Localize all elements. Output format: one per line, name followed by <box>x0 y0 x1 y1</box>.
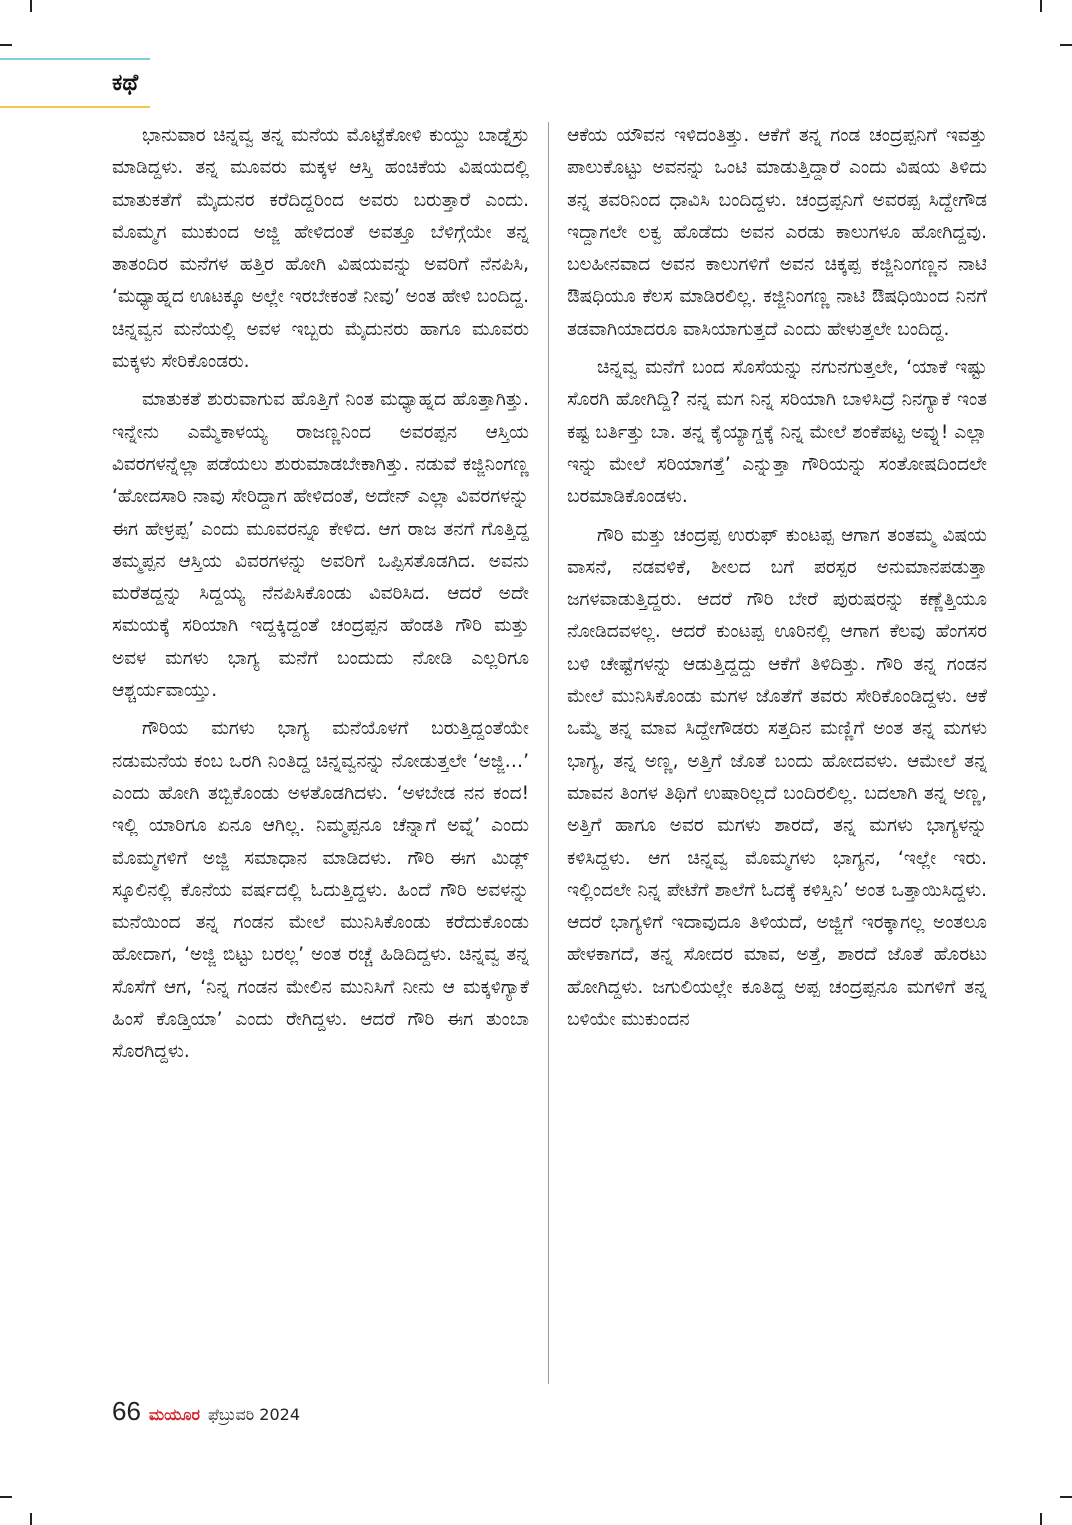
page-footer <box>112 1396 300 1432</box>
paragraph: ಭಾನುವಾರ ಚಿನ್ನವ್ವ ತನ್ನ ಮನೆಯ ಮೊಟ್ಟೆಕೋಳಿ ಕುಯ್ದು ಬಾಡ್ನೆಸ್ರು ಮಾಡಿದ್ದಳು. ತನ್ನ ಮೂವರು ಮಕ್ಕಳ ಆಸ್ತಿ ಹಂಚಿಕೆಯ ವಿಷಯದಲ್ಲಿ ಮಾತುಕತೆಗೆ ಮೈದುನರ ಕರೆದಿದ್ದರಿಂದ ಅವರು ಬರುತ್ತಾರೆ ಎಂದು. ಮೊಮ್ಮಗ ಮುಕುಂದ ಅಜ್ಜಿ ಹೇಳಿದಂತೆ ಅವತ್ತೂ ಬೆಳಿಗ್ಗೆಯೇ ತನ್ನ ತಾತಂದಿರ ಮನೆಗಳ ಹತ್ತಿರ ಹೋಗಿ ವಿಷಯವನ್ನು ಅವರಿಗೆ ನೆನಪಿಸಿ, ‘ಮಧ್ಯಾಹ್ನದ ಊಟಕ್ಕೂ ಅಲ್ಲೇ ಇರಬೇಕಂತೆ ನೀವು’ ಅಂತ ಹೇಳಿ ಬಂದಿದ್ದ. ಚಿನ್ನವ್ವನ ಮನೆಯಲ್ಲಿ ಅವಳ ಇಬ್ಬರು ಮೈದುನರು ಹಾಗೂ ಮೂವರು ಮಕ್ಕಳು ಸೇರಿಕೊಂಡರು. <box>112 125 529 373</box>
article-column-right <box>567 120 987 1042</box>
paragraph: ಗೌರಿ ಮತ್ತು ಚಂದ್ರಪ್ಪ ಉರುಫ್ ಕುಂಟಪ್ಪ ಆಗಾಗ ತಂತಮ್ಮ ವಿಷಯ ವಾಸನೆ, ನಡವಳಿಕೆ, ಶೀಲದ ಬಗೆ ಪರಸ್ಪರ ಅನುಮಾನಪಡುತ್ತಾ ಜಗಳವಾಡುತ್ತಿದ್ದರು. ಆದರೆ ಗೌರಿ ಬೇರೆ ಪುರುಷರನ್ನು ಕಣ್ಣೆತ್ತಿಯೂ ನೋಡಿದವಳಲ್ಲ. ಆದರೆ ಕುಂಟಪ್ಪ ಊರಿನಲ್ಲಿ ಆಗಾಗ ಕೆಲವು ಹೆಂಗಸರ ಬಳಿ ಚೇಷ್ಟೆಗಳನ್ನು ಆಡುತ್ತಿದ್ದದ್ದು ಆಕೆಗೆ ತಿಳಿದಿತ್ತು. ಗೌರಿ ತನ್ನ ಗಂಡನ ಮೇಲೆ ಮುನಿಸಿಕೊಂಡು ಮಗಳ ಜೊತೆಗೆ ತವರು ಸೇರಿಕೊಂಡಿದ್ದಳು. ಆಕೆ ಒಮ್ಮೆ ತನ್ನ ಮಾವ ಸಿದ್ದೇಗೌಡರು ಸತ್ತದಿನ ಮಣ್ಣಿಗೆ ಅಂತ ತನ್ನ ಮಗಳು ಭಾಗ್ಯ, ತನ್ನ ಅಣ್ಣ, ಅತ್ತಿಗೆ ಜೊತೆ ಬಂದು ಹೋದವಳು. ಆಮೇಲೆ ತನ್ನ ಮಾವನ ತಿಂಗಳ ತಿಥಿಗೆ ಉಷಾರಿಲ್ಲದೆ ಬಂದಿರಲಿಲ್ಲ. ಬದಲಾಗಿ ತನ್ನ ಅಣ್ಣ, ಅತ್ತಿಗೆ ಹಾಗೂ ಅವರ ಮಗಳು ಶಾರದೆ, ತನ್ನ ಮಗಳು ಭಾಗ್ಯಳನ್ನು ಕಳಿಸಿದ್ದಳು. ಆಗ ಚಿನ್ನವ್ವ ಮೊಮ್ಮಗಳು ಭಾಗ್ಯನ, ‘ಇಲ್ಲೇ ಇರು. ಇಲ್ಲಿಂದಲೇ ನಿನ್ನ ಪೇಟೆಗೆ ಶಾಲೆಗೆ ಓದಕ್ಕೆ ಕಳಿಸ್ತಿನಿ’ ಅಂತ ಒತ್ತಾಯಿಸಿದ್ದಳು. ಆದರೆ ಭಾಗ್ಯಳಿಗೆ ಇದಾವುದೂ ತಿಳಿಯದೆ, ಅಜ್ಜಿಗೆ ಇರಕ್ಕಾಗಲ್ಲ ಅಂತಲೂ ಹೇಳಕಾಗದೆ, ತನ್ನ ಸೋದರ ಮಾವ, ಅತ್ತೆ, ಶಾರದೆ ಜೊತೆ ಹೊರಟು ಹೋಗಿದ್ದಳು. ಜಗುಲಿಯಲ್ಲೇ ಕೂತಿದ್ದ ಅಪ್ಪ ಚಂದ್ರಪ್ಪನೂ ಮಗಳಿಗೆ ತನ್ನ ಬಳಿಯೇ ಮುಕುಂದನ <box>567 524 987 1031</box>
paragraph: ಗೌರಿಯ ಮಗಳು ಭಾಗ್ಯ ಮನೆಯೊಳಗೆ ಬರುತ್ತಿದ್ದಂತೆಯೇ ನಡುಮನೆಯ ಕಂಬ ಒರಗಿ ನಿಂತಿದ್ದ ಚಿನ್ನವ್ವನನ್ನು ನೋಡುತ್ತಲೇ ‘ಅಜ್ಜಿ…’ ಎಂದು ಹೋಗಿ ತಬ್ಬಿಕೊಂಡು ಅಳತೊಡಗಿದಳು. ‘ಅಳಬೇಡ ನನ ಕಂದ! ಇಲ್ಲಿ ಯಾರಿಗೂ ಏನೂ ಆಗಿಲ್ಲ. ನಿಮ್ಮಪ್ಪನೂ ಚೆನ್ನಾಗೆ ಅವ್ನೆ’ ಎಂದು ಮೊಮ್ಮಗಳಿಗೆ ಅಜ್ಜಿ ಸಮಾಧಾನ ಮಾಡಿದಳು. ಗೌರಿ ಈಗ ಮಿಡ್ಲ್ ಸ್ಕೂಲಿನಲ್ಲಿ ಕೊನೆಯ ವರ್ಷದಲ್ಲಿ ಓದುತ್ತಿದ್ದಳು. ಹಿಂದೆ ಗೌರಿ ಅವಳನ್ನು ಮನೆಯಿಂದ ತನ್ನ ಗಂಡನ ಮೇಲೆ ಮುನಿಸಿಕೊಂಡು ಕರೆದುಕೊಂಡು ಹೋದಾಗ, ‘ಅಜ್ಜಿ ಬಿಟ್ಟು ಬರಲ್ಲ’ ಅಂತ ರಚ್ಚೆ ಹಿಡಿದಿದ್ದಳು. ಚಿನ್ನವ್ವ ತನ್ನ ಸೊಸೆಗೆ ಆಗ, ‘ನಿನ್ನ ಗಂಡನ ಮೇಲಿನ ಮುನಿಸಿಗೆ ನೀನು ಆ ಮಕ್ಕಳಿಗ್ಯಾಕೆ ಹಿಂಸೆ ಕೊಡ್ತಿಯಾ’ ಎಂದು ರೇಗಿದ್ದಳು. ಆದರೆ ಗೌರಿ ಈಗ ತುಂಬಾ ಸೊರಗಿದ್ದಳು. <box>112 718 529 1063</box>
paragraph: ಚಿನ್ನವ್ವ ಮನೆಗೆ ಬಂದ ಸೊಸೆಯನ್ನು ನಗುನಗುತ್ತಲೇ, ‘ಯಾಕೆ ಇಷ್ಟು ಸೊರಗಿ ಹೋಗಿದ್ದಿ? ನನ್ನ ಮಗ ನಿನ್ನ ಸರಿಯಾಗಿ ಬಾಳಿಸಿದ್ರೆ ನಿನಗ್ಯಾಕೆ ಇಂತ ಕಷ್ಟ ಬರ್ತಿತ್ತು ಬಾ. ತನ್ನ ಕೈಯ್ಯಾಗ್ದಕ್ಕೆ ನಿನ್ನ ಮೇಲೆ ಶಂಕೆಪಟ್ಟ ಅವ್ನು! ಎಲ್ಲಾ ಇನ್ನು ಮೇಲೆ ಸರಿಯಾಗತ್ತೆ’ ಎನ್ನುತ್ತಾ ಗೌರಿಯನ್ನು ಸಂತೋಷದಿಂದಲೇ ಬರಮಾಡಿಕೊಂಡಳು. <box>567 357 987 508</box>
paragraph: ಮಾತುಕತೆ ಶುರುವಾಗುವ ಹೊತ್ತಿಗೆ ನಿಂತ ಮಧ್ಯಾಹ್ನದ ಹೊತ್ತಾಗಿತ್ತು. ಇನ್ನೇನು ಎಮ್ಮೆಕಾಳಯ್ಯ ರಾಜಣ್ಣನಿಂದ ಅವರಪ್ಪನ ಆಸ್ತಿಯ ವಿವರಗಳನ್ನೆಲ್ಲಾ ಪಡೆಯಲು ಶುರುಮಾಡಬೇಕಾಗಿತ್ತು. ನಡುವೆ ಕಜ್ಜಿನಿಂಗಣ್ಣ ‘ಹೋದಸಾರಿ ನಾವು ಸೇರಿದ್ದಾಗ ಹೇಳಿದಂತೆ, ಅದೇನ್ ಎಲ್ಲಾ ವಿವರಗಳನ್ನು ಈಗ ಹೇಳ್ರಪ್ಪ’ ಎಂದು ಮೂವರನ್ನೂ ಕೇಳಿದ. ಆಗ ರಾಜ ತನಗೆ ಗೊತ್ತಿದ್ದ ತಮ್ಮಪ್ಪನ ಆಸ್ತಿಯ ವಿವರಗಳನ್ನು ಅವರಿಗೆ ಒಪ್ಪಿಸತೊಡಗಿದ. ಅವನು ಮರೆತದ್ದನ್ನು ಸಿದ್ದಯ್ಯ ನೆನಪಿಸಿಕೊಂಡು ವಿವರಿಸಿದ. ಆದರೆ ಅದೇ ಸಮಯಕ್ಕೆ ಸರಿಯಾಗಿ ಇದ್ದಕ್ಕಿದ್ದಂತೆ ಚಂದ್ರಪ್ಪನ ಹೆಂಡತಿ ಗೌರಿ ಮತ್ತು ಅವಳ ಮಗಳು ಭಾಗ್ಯ ಮನೆಗೆ ಬಂದುದು ನೋಡಿ ಎಲ್ಲರಿಗೂ ಆಶ್ಚರ್ಯವಾಯ್ತು. <box>112 389 529 702</box>
crop-mark <box>1060 44 1072 46</box>
section-rule-top <box>0 58 150 60</box>
issue-date: ಫೆಬ್ರುವರಿ 2024 <box>207 1405 300 1424</box>
crop-mark <box>30 0 32 12</box>
section-header <box>0 58 150 108</box>
page-number: 66 <box>112 1396 141 1426</box>
crop-mark <box>1040 0 1042 12</box>
section-rule-bottom <box>0 106 150 108</box>
article-column-left <box>112 120 529 1075</box>
section-label: ಕಥೆ <box>112 70 139 96</box>
crop-mark <box>0 44 12 46</box>
crop-mark <box>1060 1496 1072 1498</box>
crop-mark <box>1040 1513 1042 1525</box>
crop-mark <box>0 1496 12 1498</box>
crop-mark <box>30 1513 32 1525</box>
paragraph: ಆಕೆಯ ಯೌವನ ಇಳಿದಂತಿತ್ತು. ಆಕೆಗೆ ತನ್ನ ಗಂಡ ಚಂದ್ರಪ್ಪನಿಗೆ ಇವತ್ತು ಪಾಲುಕೊಟ್ಟು ಅವನನ್ನು ಒಂಟಿ ಮಾಡುತ್ತಿದ್ದಾರೆ ಎಂದು ವಿಷಯ ತಿಳಿದು ತನ್ನ ತವರಿನಿಂದ ಧಾವಿಸಿ ಬಂದಿದ್ದಳು. ಚಂದ್ರಪ್ಪನಿಗೆ ಅವರಪ್ಪ ಸಿದ್ದೇಗೌಡ ಇದ್ದಾಗಲೇ ಲಕ್ವ ಹೊಡೆದು ಅವನ ಎರಡು ಕಾಲುಗಳೂ ಹೋಗಿದ್ದವು. ಬಲಹೀನವಾದ ಅವನ ಕಾಲುಗಳಿಗೆ ಅವನ ಚಿಕ್ಕಪ್ಪ ಕಜ್ಜಿನಿಂಗಣ್ಣನ ನಾಟಿ ಔಷಧಿಯೂ ಕೆಲಸ ಮಾಡಿರಲಿಲ್ಲ. ಕಜ್ಜಿನಿಂಗಣ್ಣ ನಾಟಿ ಔಷಧಿಯಿಂದ ನಿನಗೆ ತಡವಾಗಿಯಾದರೂ ವಾಸಿಯಾಗುತ್ತದೆ ಎಂದು ಹೇಳುತ್ತಲೇ ಬಂದಿದ್ದ. <box>567 125 987 340</box>
column-divider <box>548 122 549 1384</box>
magazine-name: ಮಯೂರ <box>148 1405 200 1424</box>
